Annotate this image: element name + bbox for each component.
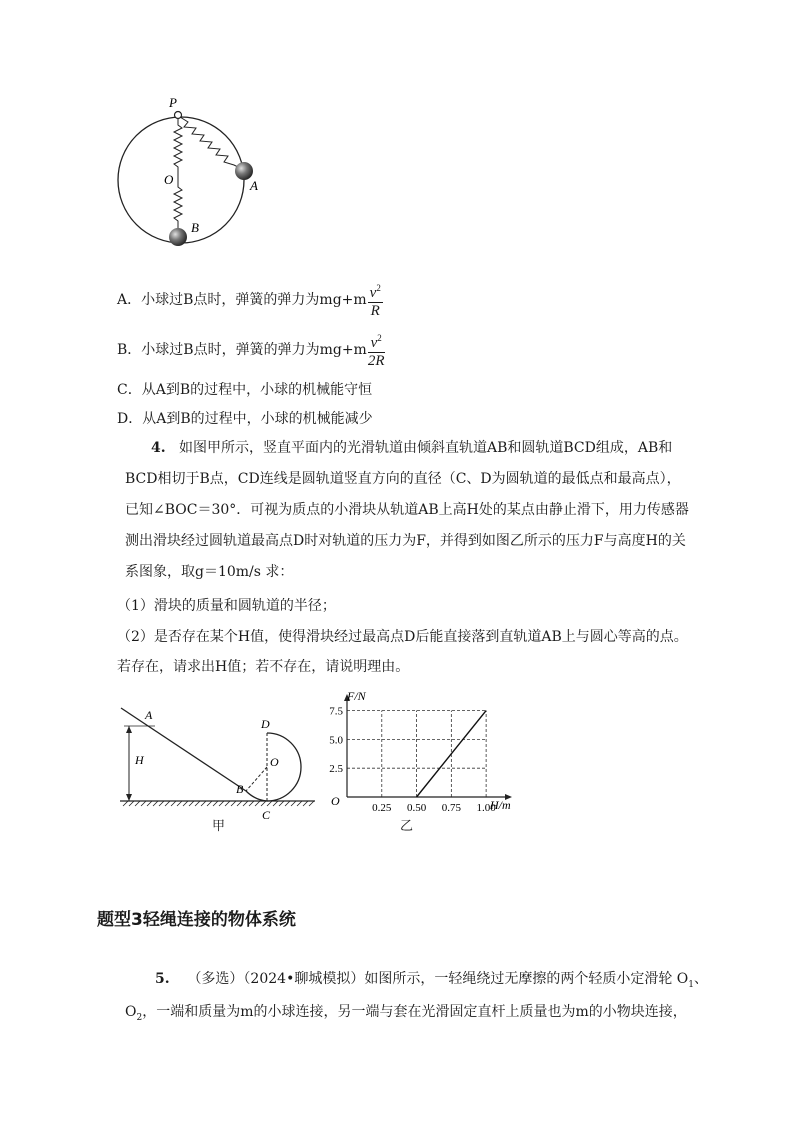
x-tick-label: 0.75 xyxy=(441,802,461,814)
q5-line-2: $O_2$，一端和质量为m的小球连接，另一端与套在光滑固定直杆上质量也为m的小物块连接， xyxy=(125,1004,687,1023)
chart-ticks xyxy=(329,706,496,814)
caption-yi: 乙 xyxy=(400,819,414,834)
chart-grid xyxy=(347,711,486,797)
incline-ab xyxy=(121,708,246,791)
fraction-v2-r: $\frac{v^2}{R}$ xyxy=(368,280,383,320)
q4-line-3: 已知∠BOC＝30°．可视为质点的小滑块从轨道AB上高H处的某点由静止滑下，用力传感器 xyxy=(125,502,689,518)
q4-line-1: 4. 如图甲所示，竖直平面内的光滑轨道由倾斜直轨道AB和圆轨道BCD组成，AB和 xyxy=(151,440,673,456)
option-d: D．从A到B的过程中，小球的机械能减少 xyxy=(117,411,373,427)
q4-line-2: BCD相切于B点，CD连线是圆轨道竖直方向的直径（C、D为圆轨道的最低点和最高点）， xyxy=(125,471,681,487)
option-a: A．小球过B点时，弹簧的弹力为mg+m $\frac{v^2}{R}$ xyxy=(117,280,383,320)
q5-line-1: 5. （多选）（2024•聊城模拟）如图所示，一轻绳绕过无摩擦的两个轻质小定滑轮 $O_1$、 xyxy=(155,971,708,990)
label-p: P xyxy=(169,95,177,110)
y-tick-label: 5.0 xyxy=(329,734,343,747)
x-tick-label: 1.00 xyxy=(476,802,496,814)
q4-line-4: 测出滑块经过圆轨道最高点D时对轨道的压力为F，并得到如图乙所示的压力F与高度H的关 xyxy=(125,533,686,549)
x-tick-label: 0.50 xyxy=(406,802,427,814)
chart-axes xyxy=(344,694,512,800)
q4-number: 4. xyxy=(151,440,166,456)
q4-sub-2: （2）是否存在某个H值，使得滑块经过最高点D后能直接落到直轨道AB上与圆心等高的点。 xyxy=(117,629,688,645)
caption-jia: 甲 xyxy=(212,819,226,834)
y-tick-label: 7.5 xyxy=(329,705,343,718)
option-b: B．小球过B点时，弹簧的弹力为mg+m $\frac{v^2}{2R}$ xyxy=(117,330,385,370)
label-a: A xyxy=(250,178,258,193)
chart-origin-label: O xyxy=(331,794,340,808)
f-h-chart xyxy=(325,688,525,828)
circle-spring-figure xyxy=(110,95,270,255)
ground-hatch xyxy=(123,801,314,806)
label-o: O xyxy=(164,172,174,187)
q4-sub-1: （1）滑块的质量和圆轨道的半径； xyxy=(117,598,336,614)
fraction-v2-2r: $\frac{v^2}{2R}$ xyxy=(368,330,385,370)
x-tick-label: 0.25 xyxy=(372,802,392,814)
option-c: C．从A到B的过程中，小球的机械能守恒 xyxy=(117,382,373,398)
q4-sub-2-cont: 若存在，请求出H值；若不存在，请说明理由。 xyxy=(117,659,410,675)
spring-pb xyxy=(174,119,182,230)
label-h: H xyxy=(135,753,144,767)
section-title: 题型3轻绳连接的物体系统 xyxy=(97,910,296,930)
label-b: B xyxy=(236,782,244,796)
label-d: D xyxy=(261,717,270,731)
q5-number: 5. xyxy=(155,971,170,987)
label-o: O xyxy=(270,755,279,769)
q4-line-5: 系图象，取g＝10m/s 求： xyxy=(125,564,294,580)
label-c: C xyxy=(262,808,271,822)
label-b: B xyxy=(191,220,199,235)
chart-x-axis-label: H/m xyxy=(490,798,511,812)
ball-b xyxy=(169,228,187,246)
pivot-p xyxy=(175,112,182,119)
label-a: A xyxy=(145,708,153,722)
chart-y-axis-label: F/N xyxy=(347,689,366,703)
y-tick-label: 2.5 xyxy=(329,763,343,776)
